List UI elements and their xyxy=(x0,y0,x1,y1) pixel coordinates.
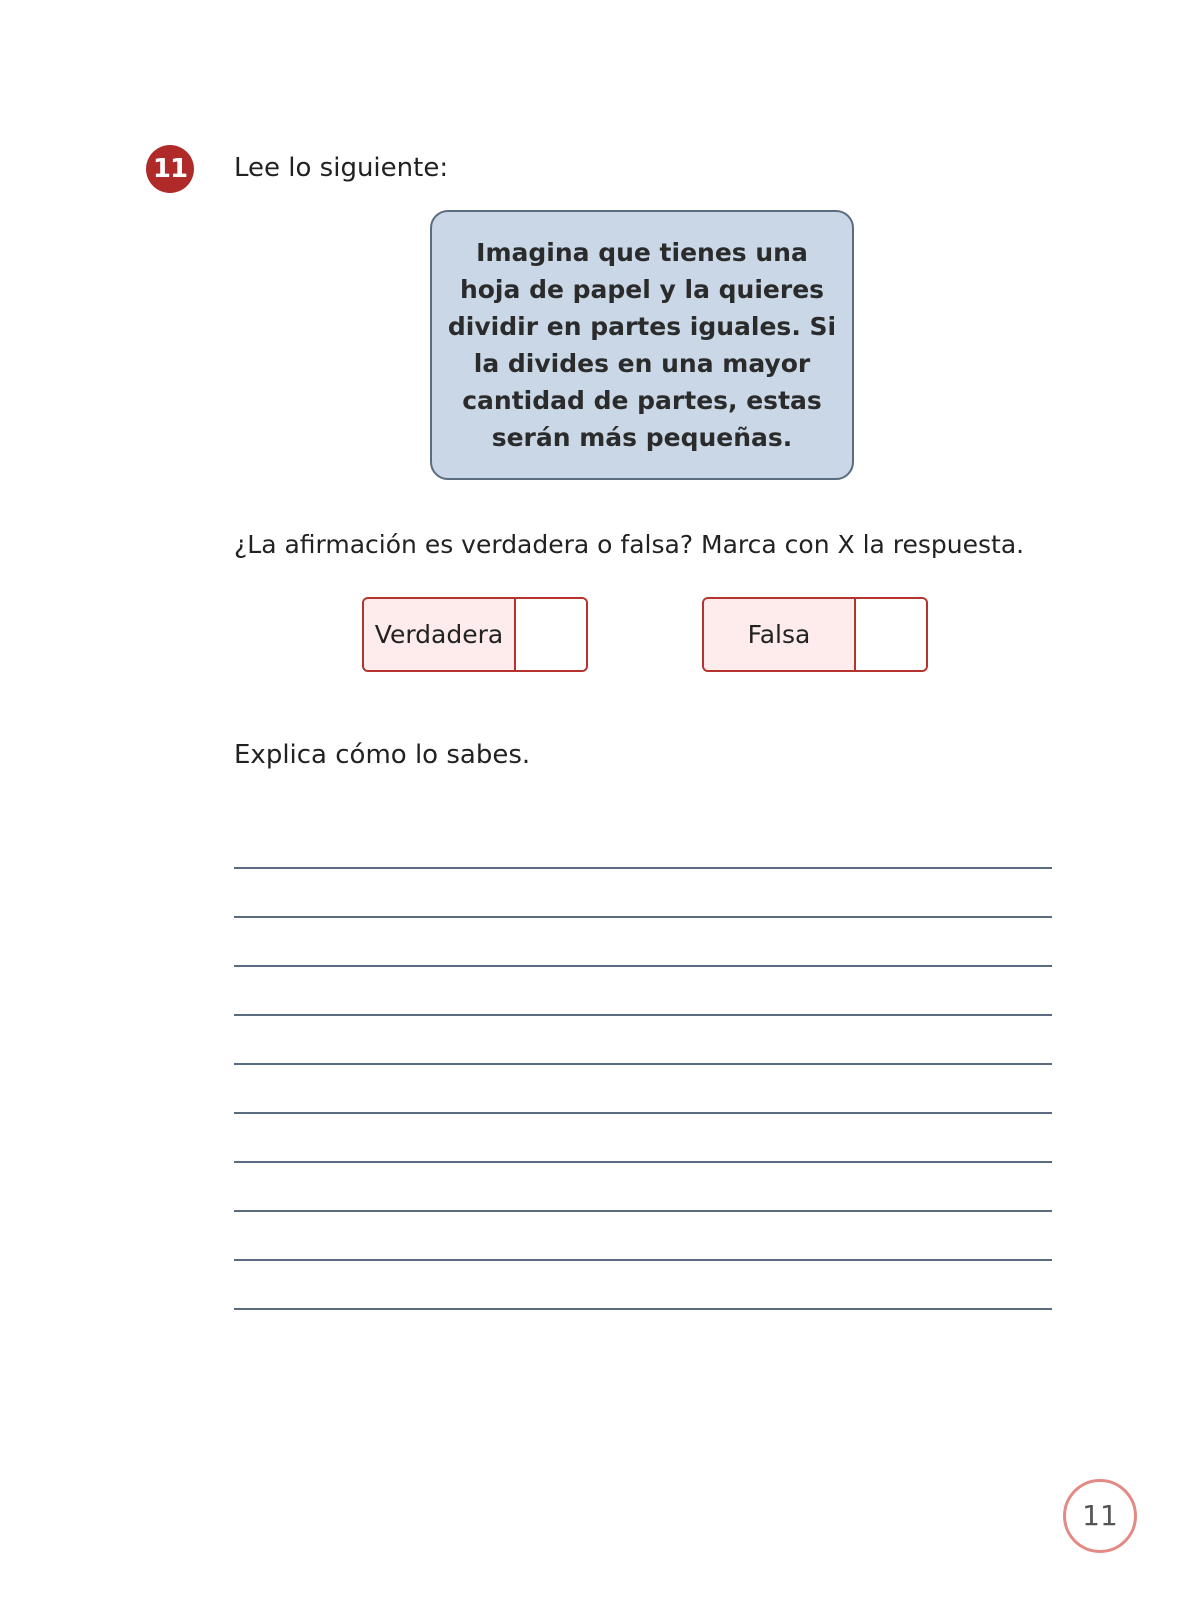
true-false-prompt: ¿La afirmación es verdadera o falsa? Marca con X la respuesta. xyxy=(234,530,1025,559)
answer-line[interactable] xyxy=(234,1065,1052,1114)
answer-line[interactable] xyxy=(234,1114,1052,1163)
answer-line[interactable] xyxy=(234,967,1052,1016)
answer-line[interactable] xyxy=(234,869,1052,918)
question-instruction: Lee lo siguiente: xyxy=(234,153,449,183)
option-falsa-label: Falsa xyxy=(704,599,856,670)
option-verdadera-label: Verdadera xyxy=(364,599,516,670)
question-number-badge: 11 xyxy=(146,145,194,193)
answer-line[interactable] xyxy=(234,918,1052,967)
answer-line[interactable] xyxy=(234,1016,1052,1065)
statement-box xyxy=(430,210,854,480)
answer-line[interactable] xyxy=(234,1261,1052,1310)
answer-line[interactable] xyxy=(234,820,1052,869)
option-verdadera-checkbox[interactable] xyxy=(516,599,586,670)
option-verdadera xyxy=(362,597,588,672)
answer-line[interactable] xyxy=(234,1212,1052,1261)
answer-line[interactable] xyxy=(234,1163,1052,1212)
page-number: 11 xyxy=(1063,1479,1137,1553)
statement-text: Imagina que tienes una hoja de papel y la quieres dividir en partes iguales. Si la divides en una mayor cantidad de partes, estas serán más pequeñas. xyxy=(447,238,837,452)
answer-lines xyxy=(234,820,1052,1310)
option-falsa-checkbox[interactable] xyxy=(856,599,926,670)
option-falsa xyxy=(702,597,928,672)
explain-prompt: Explica cómo lo sabes. xyxy=(234,740,531,770)
